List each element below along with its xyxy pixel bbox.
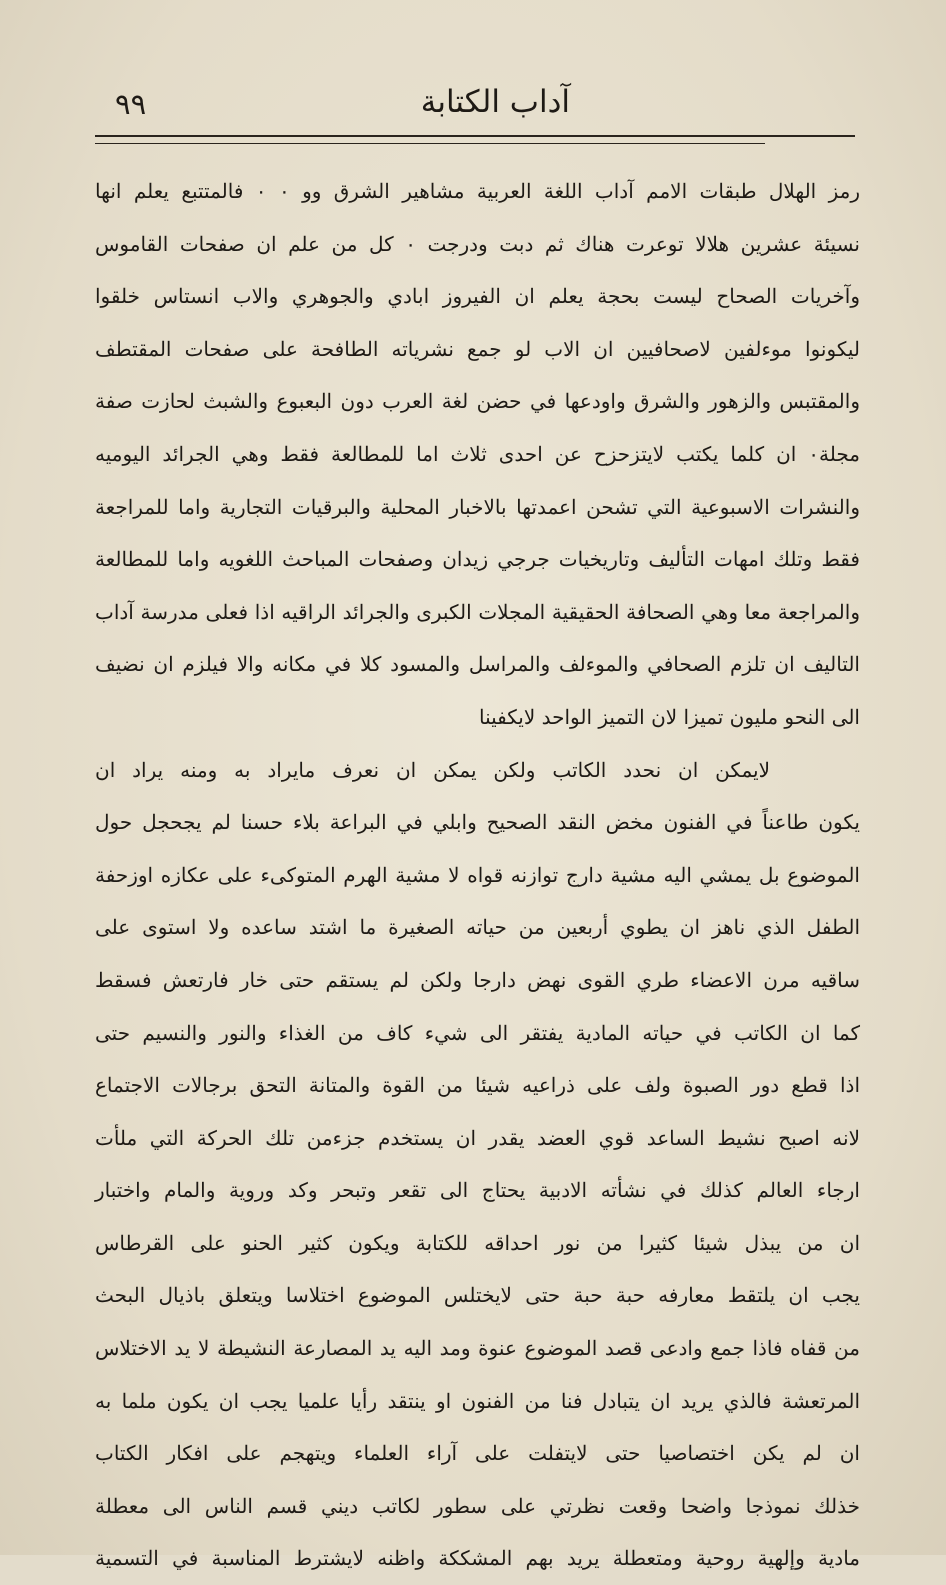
text-line: لانه اصبح نشيط الساعد قوي العضد يقدر ان يستخدم جزءمن تلك الحركة التي ملأت [95, 1125, 860, 1150]
text-line: الطفل الذي ناهز ان يطوي أربعين من حياته الصغيرة ما اشتد ساعده ولا استوى على [95, 915, 860, 940]
text-line: المرتعشة فالذي يريد ان يتبادل فنا من الفنون او ينتقد رأيا علميا يجب ان يكون ملما به [95, 1388, 860, 1413]
text-line: ان لم يكن اختصاصيا حتى لايتفلت على آراء العلماء ويتهجم على افكار الكتاب [95, 1441, 860, 1466]
text-line: من قفاه فاذا جمع وادعى قصد الموضوع عنوة ومد اليه يد المصارعة النشيطة لا يد الاختلاس [95, 1336, 860, 1361]
text-line: والمقتبس والزهور والشرق واودعها في حضن لغة العرب دون البعبوع والشبث لحازت صفة [95, 389, 860, 414]
page-header [95, 78, 855, 124]
text-line: يكون طاعناً في الفنون مخض النقد الصحيح وابلي في البراعة بلاء حسنا لم يجحجل حول [95, 810, 860, 835]
text-line: وآخريات الصحاح ليست بحجة يعلم ان الفيروز ابادي والجوهري والاب انستاس خلقوا [95, 284, 860, 309]
text-line: ان من يبذل شيئا كثيرا من نور احداقه للكتابة ويكون كثير الحنو على القرطاس [95, 1230, 860, 1255]
text-line: الموضوع بل يمشي اليه مشية دارج توازنه قواه لا مشية الهرم المتوكىء على عكازه اوزحفة [95, 862, 860, 887]
text-line: ارجاء العالم كذلك في نشأته الادبية يحتاج الى تقعر وتبحر وكد وروية والمام واختبار [95, 1178, 860, 1203]
paragraph-end-line: الى النحو مليون تميزا لان التميز الواحد لايكفينا [478, 704, 860, 729]
text-line: يجب ان يلتقط معارفه حبة حبة حتى لايختلس الموضوع اختلاسا ويتعلق باذيال البحث [95, 1283, 860, 1308]
header-rule-thick [95, 135, 855, 137]
text-line: ساقيه مرن الاعضاء طري القوى نهض دارجا ولكن لم يستقم حتى خار فارتعش فسقط [95, 967, 860, 992]
text-line: والنشرات الاسبوعية التي تشحن اعمدتها بالاخبار المحلية والبرقيات التجارية واما للمراجعة [95, 494, 860, 519]
text-line: كما ان الكاتب في حياته المادية يفتقر الى شيء كاف من الغذاء والنور والنسيم حتى [95, 1020, 860, 1045]
header-rule-thin [95, 143, 765, 144]
text-line: ليكونوا موءلفين لاصحافيين ان الاب لو جمع نشرياته الطافحة على صفحات المقتطف [95, 336, 860, 361]
text-line: رمز الهلال طبقات الامم آداب اللغة العربية مشاهير الشرق وو ٠ ٠ فالمتتبع يعلم انها [95, 179, 861, 203]
text-line: والمراجعة معا وهي الصحافة الحقيقية المجلات الكبرى والجرائد الراقيه اذا فعلى مدرسة آداب [95, 599, 860, 624]
text-line: اذا قطع دور الصبوة ولف على ذراعيه شيئا من القوة والمتانة التحق برجالات الاجتماع [95, 1073, 860, 1098]
paragraph-start-line: لايمكن ان نحدد الكاتب ولكن يمكن ان نعرف مايراد به ومنه يراد ان [95, 757, 770, 782]
text-line: التاليف ان تلزم الصحافي والموءلف والمراسل والمسود كلا في مكانه والا فيلزم ان نضيف [95, 652, 860, 677]
body-text [95, 165, 860, 1585]
text-line: خذلك نموذجا واضحا وقعت نظرتي على سطور لكاتب ديني قسم الناس الى معطلة [95, 1493, 860, 1518]
running-title: آداب الكتابة [420, 84, 570, 120]
text-line: فقط وتلك امهات التأليف وتاريخيات جرجي زيدان وصفحات المباحث اللغويه واما للمطالعة [95, 547, 860, 572]
text-line: نسيئة عشرين هلالا توعرت هناك ثم دبت ودرجت ٠ كل من علم ان صفحات القاموس [95, 231, 860, 256]
text-line: مجلة٠ ان كلما يكتب لايتزحزح عن احدى ثلاث اما للمطالعة فقط وهي الجرائد اليوميه [95, 441, 860, 466]
page-number: ٩٩ [115, 87, 147, 121]
text-line: مادية وإلهية روحية ومتعطلة يريد بهم المشككة واظنه لايشترط المناسبة في التسمية [95, 1546, 860, 1571]
